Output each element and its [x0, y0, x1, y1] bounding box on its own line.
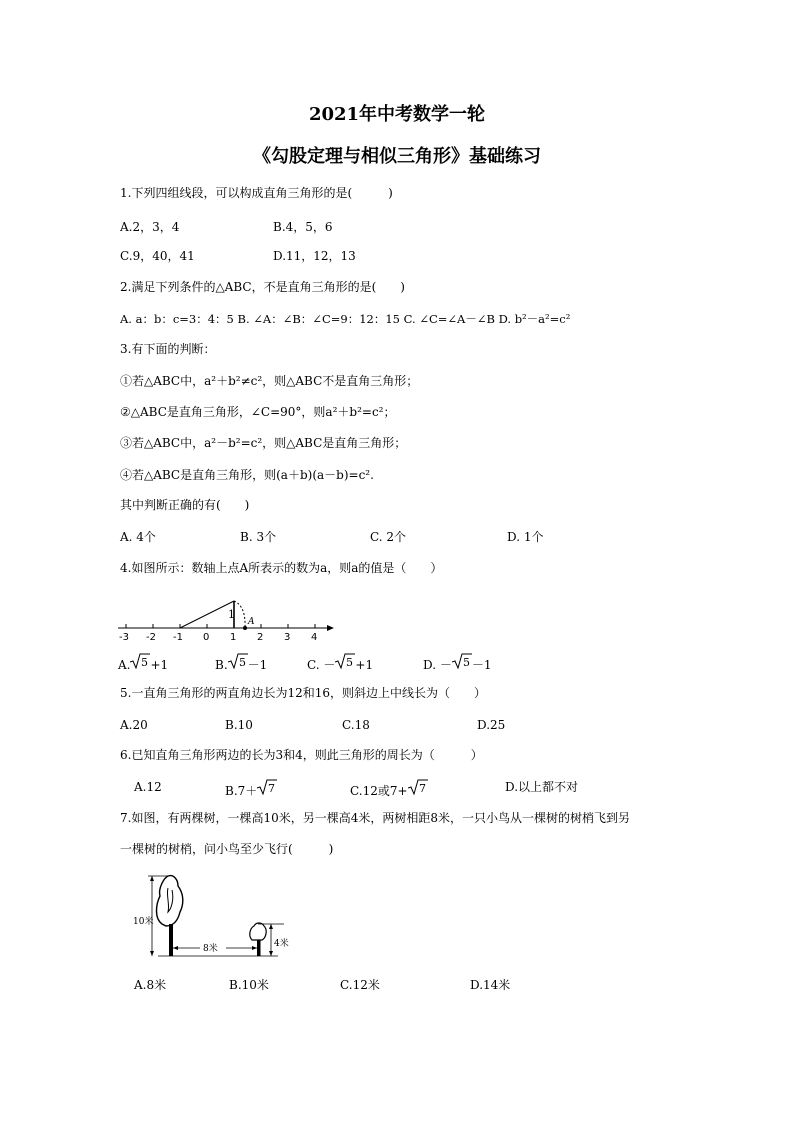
- question-5-option-a: A.20: [120, 718, 148, 732]
- question-6-option-d: D.以上都不对: [505, 780, 579, 794]
- number-line-figure: [116, 588, 336, 644]
- axis-arrow-icon: [327, 625, 334, 631]
- question-4-stem: 4.如图所示：数轴上点A所表示的数为a，则a的值是（ ）: [120, 561, 443, 575]
- question-3-option-a: A. 4个: [120, 530, 156, 544]
- sqrt-symbol-icon: [130, 653, 150, 669]
- question-2-options: A. a：b：c=3：4：5 B. ∠A：∠B：∠C=9：12：15 C. ∠C=∠A－∠B D. b²－a²=c²: [120, 312, 571, 326]
- question-7-option-b: B.10米: [229, 978, 269, 992]
- short-tree-crown: [250, 923, 266, 940]
- tall-tree-crown: [157, 876, 183, 926]
- svg-text:5: 5: [238, 656, 246, 669]
- question-7-stem-line-2: 一棵树的树梢，问小鸟至少飞行( ): [120, 842, 334, 856]
- question-1-stem: 1.下列四组线段，可以构成直角三角形的是( ): [120, 186, 393, 200]
- question-4-option-b: B. 5 －1: [215, 653, 267, 673]
- point-a-dot: [243, 626, 247, 630]
- question-3-statement-2: ②△ABC是直角三角形，∠C=90°，则a²＋b²=c²；: [120, 405, 396, 419]
- question-3-statement-1: ①若△ABC中，a²＋b²≠c²，则△ABC不是直角三角形；: [120, 374, 419, 388]
- svg-text:5: 5: [141, 656, 149, 669]
- question-2-stem: 2.满足下列条件的△ABC，不是直角三角形的是( ): [120, 280, 405, 294]
- question-3-statement-3: ③若△ABC中，a²－b²=c²，则△ABC是直角三角形；: [120, 436, 407, 450]
- question-4-option-c: C. － 5 +1: [307, 653, 373, 673]
- question-1-option-a: A.2，3，4: [120, 220, 180, 234]
- axis-ticks: [126, 624, 315, 628]
- two-trees-figure: [128, 868, 298, 964]
- tick-label: -2: [146, 632, 156, 643]
- question-3-option-c: C. 2个: [370, 530, 407, 544]
- question-6-option-c: C.12或7+ 7: [350, 779, 428, 799]
- question-1-option-c: C.9，40，41: [120, 249, 195, 263]
- label-one: 1: [228, 608, 235, 621]
- sqrt-symbol-icon: [257, 779, 277, 795]
- svg-text:5: 5: [346, 656, 354, 669]
- question-3-option-d: D. 1个: [507, 530, 544, 544]
- question-6-stem: 6.已知直角三角形两边的长为3和4，则此三角形的周长为（ ）: [120, 748, 483, 762]
- compass-arc: [234, 601, 245, 628]
- label-distance: 8米: [203, 944, 218, 954]
- question-7-stem-line-1: 7.如图，有两棵树，一棵高10米，另一棵高4米，两树相距8米，一只小鸟从一棵树的树梢飞到另: [120, 811, 630, 825]
- question-6-option-a: A.12: [134, 780, 162, 794]
- question-4-option-d: D. － 5 －1: [423, 653, 491, 673]
- question-3-statement-4: ④若△ABC是直角三角形，则(a＋b)(a－b)=c².: [120, 468, 374, 482]
- svg-text:7: 7: [418, 782, 426, 795]
- tick-label: 3: [284, 632, 291, 643]
- question-5-option-b: B.10: [225, 718, 253, 732]
- question-6-option-b: B.7＋ 7: [225, 779, 277, 799]
- sqrt-symbol-icon: [408, 779, 428, 795]
- question-3-option-b: B. 3个: [240, 530, 277, 544]
- sqrt-symbol-icon: [452, 653, 472, 669]
- page-title: 2021年中考数学一轮: [308, 104, 486, 125]
- question-4-option-a: A. 5 +1: [118, 653, 168, 673]
- svg-text:5: 5: [462, 656, 470, 669]
- tick-label: 1: [230, 632, 237, 643]
- question-7-option-a: A.8米: [134, 978, 167, 992]
- label-tall-height: 10米: [133, 917, 154, 927]
- label-point-a: A: [248, 617, 255, 627]
- question-5-stem: 5.一直角三角形的两直角边长为12和16，则斜边上中线长为（ ）: [120, 686, 486, 700]
- question-3-stem: 3.有下面的判断：: [120, 342, 216, 356]
- page-subtitle: 《勾股定理与相似三角形》基础练习: [253, 146, 541, 167]
- axis-tick-labels: [119, 632, 317, 643]
- tall-tree-trunk: [169, 924, 173, 956]
- question-3-ask: 其中判断正确的有( ): [120, 498, 250, 512]
- tick-label: -1: [173, 632, 183, 643]
- hypotenuse-line: [180, 601, 234, 628]
- question-1-option-b: B.4，5，6: [273, 220, 333, 234]
- short-tree-trunk: [257, 940, 261, 956]
- question-5-option-c: C.18: [342, 718, 370, 732]
- question-7-option-d: D.14米: [470, 978, 511, 992]
- tick-label: 0: [203, 632, 210, 643]
- tick-label: -3: [119, 632, 129, 643]
- svg-text:7: 7: [268, 782, 276, 795]
- tick-label: 2: [257, 632, 264, 643]
- question-5-option-d: D.25: [477, 718, 506, 732]
- sqrt-symbol-icon: [335, 653, 355, 669]
- label-short-height: 4米: [274, 939, 289, 949]
- question-1-option-d: D.11，12，13: [273, 249, 356, 263]
- sqrt-symbol-icon: [228, 653, 248, 669]
- question-7-option-c: C.12米: [340, 978, 380, 992]
- tick-label: 4: [311, 632, 318, 643]
